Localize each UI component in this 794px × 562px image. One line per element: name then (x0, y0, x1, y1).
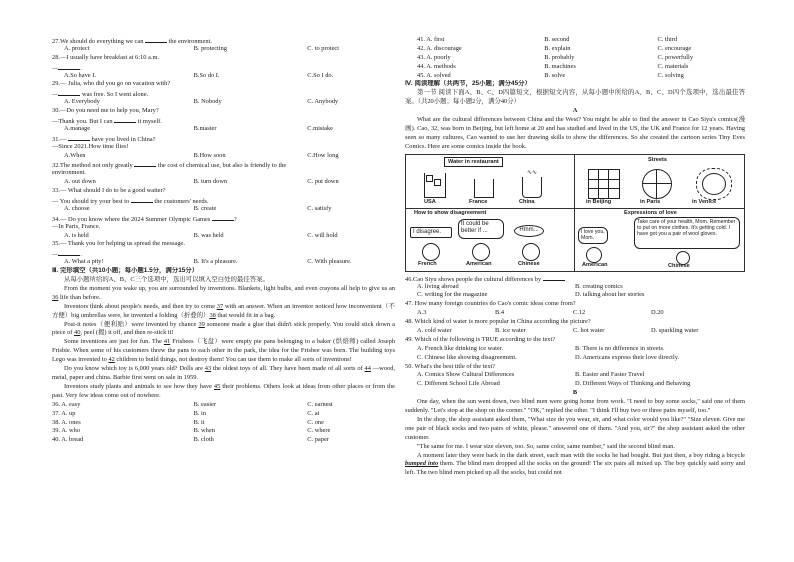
option-a[interactable]: A. is held (64, 231, 89, 239)
grid-line (643, 183, 671, 184)
option-b[interactable]: B.How soon (193, 151, 226, 159)
q33-reply: — You should try your best to (52, 198, 131, 205)
option-b[interactable]: B. create (193, 204, 217, 212)
q29-line2: — was free. So I went alone. (52, 91, 149, 99)
option-a[interactable]: A. protect (64, 44, 90, 52)
panel-love-title: Expressions of love (624, 209, 677, 216)
option-b[interactable]: B. It's a pleasure. (193, 258, 238, 266)
option-b[interactable]: B.master (193, 124, 217, 132)
q28-end: . (80, 64, 82, 72)
section-4-instructions: 第一节 阅读下面A、B、C、D四篇短文，根据短文内容，从每小题中所给的A、B、C、D四个选项中，选出最佳答案。（共20小题；每小题2分，满分40分） (405, 89, 745, 106)
option-b[interactable]: B. it (193, 418, 205, 426)
cloze-options-39 (52, 427, 395, 436)
question-31 (52, 134, 395, 143)
cloze-blank-41[interactable]: 41 (163, 338, 171, 346)
option-c[interactable]: C. With pleasure. (307, 258, 352, 266)
option-c[interactable]: C. Anybody (307, 98, 339, 106)
cloze-text: that would fit in a bag. (215, 311, 276, 319)
cloze-text: the oldest toys of all. They have been made of all sorts of (211, 365, 365, 373)
cloze-text: Do you know which toy is 6,000 years old? Dolls are (64, 365, 205, 373)
option-a[interactable]: A. Comics Show Cultural Differences (417, 371, 515, 379)
q31-options (52, 152, 395, 161)
option-c[interactable]: C. paper (307, 436, 329, 444)
label-french: French (418, 260, 437, 267)
q29-options (52, 98, 395, 107)
cloze-paragraph-5 (52, 365, 395, 383)
option-d[interactable]: D. talking about her stories (575, 291, 645, 299)
passage-b-paragraph-1: One day, when the sun went down, two blind men were going home from work. "I need to buy some socks," said one of them suddenly. "Let's stop at the shop on the corner." "OK," replied the other. "I think I'll buy two or three pairs myself, too." (405, 398, 745, 415)
person-icon (586, 247, 602, 263)
passage-text: A moment later they were back in the dark street, each man with the socks he had bought. But just then, a boy riding a bicycle (417, 451, 745, 459)
question-29: 29.— Julia, who did you go on vacation with? (52, 80, 171, 88)
label-american: American (466, 260, 492, 267)
q30-tail: it myself. (136, 118, 162, 125)
answer-blank[interactable] (114, 116, 136, 123)
cloze-blank-43[interactable]: 43 (204, 365, 212, 373)
q33-line2 (52, 196, 395, 205)
option-c[interactable]: C. at (307, 409, 320, 417)
passage-a-label: A (572, 107, 578, 115)
q48-options (405, 327, 745, 336)
cloze-options-41 (405, 36, 745, 45)
q27-options (52, 45, 395, 54)
q46-options-ab (405, 283, 745, 292)
option-a[interactable]: A. French like drinking ice water. (417, 344, 504, 352)
option-c[interactable]: C. put down (307, 178, 339, 186)
cloze-blank-42[interactable]: 42 (108, 356, 115, 364)
option-b[interactable]: B. turn down (193, 178, 228, 186)
option-b[interactable]: B. explain (544, 44, 571, 52)
q35-line2 (52, 249, 395, 258)
question-35: 35.— Thank you for helping us spread the message. (52, 240, 185, 248)
option-a[interactable]: 45. A. solved (417, 71, 451, 79)
cloze-text: children to build things, not destroy them! You can use them to make all sorts of inventions! (114, 356, 352, 364)
section-3-title: Ⅲ. 完形填空（共10小题；每小题1.5分，满分15分） (52, 267, 199, 275)
option-b[interactable]: B. creating comics (575, 282, 623, 290)
label-in-paris: in Paris (640, 198, 661, 205)
answer-blank[interactable] (58, 63, 80, 70)
option-b[interactable]: B. in (193, 409, 207, 417)
question-47: 47. How many foreign countries do Cao's comic ideas come from? (405, 300, 576, 308)
option-c[interactable]: C. solving (657, 71, 684, 79)
q34-tail: ? (233, 215, 237, 223)
cloze-paragraph-3 (52, 321, 395, 339)
option-b[interactable]: B. easier (193, 400, 216, 408)
star-street-icon (642, 169, 672, 199)
cloze-text: Inventors study plants and animals to see how they have (64, 382, 214, 390)
option-d[interactable]: D. Americans express their love directly. (575, 353, 680, 361)
passage-b-paragraph-2: In the shop, the shop assistant asked them, "What size do you wear, sir, and what color would you like?" "Size eleven. Give me one pair of black socks and two pairs of white, please." answered one of them. "And you, sir?" the shop assistant asked the other customer. (405, 415, 745, 441)
option-a[interactable]: A. choose (64, 204, 90, 212)
cloze-paragraph-1 (52, 285, 395, 303)
option-c[interactable]: C. encourage (657, 44, 692, 52)
q35-end: . (80, 251, 82, 259)
question-33: 33.— What should I do to be a good waiter? (52, 187, 166, 195)
question-49: 49. Which of the following is TRUE according to the text? (405, 335, 556, 343)
passage-b-paragraph-3: "The same for me. I wear size eleven, too. So, same color, same number," said the second blind man. (417, 442, 675, 450)
option-c[interactable]: C.mistake (307, 124, 334, 132)
panel-disagreement-title: How to show disagreement (414, 209, 487, 216)
option-b[interactable]: B.4 (495, 309, 505, 317)
q30-reply: —Thank you. But I can (52, 118, 115, 125)
right-column (405, 36, 745, 478)
speech-bubble: I disagree. (410, 227, 452, 238)
option-c[interactable]: C. one (307, 418, 324, 426)
cloze-blank-44[interactable]: 44 (364, 365, 371, 373)
q47-options (405, 309, 745, 318)
question-34 (52, 214, 395, 223)
question-27 (52, 36, 395, 45)
cloze-paragraph-6 (52, 383, 395, 401)
option-c[interactable]: C.So I do. (307, 71, 334, 79)
cloze-blank-36[interactable]: 36 (52, 293, 59, 301)
option-b[interactable]: B. protecting (193, 44, 227, 52)
option-b[interactable]: B. probably (544, 53, 575, 61)
option-b[interactable]: B. Easier and Faster Travel (575, 371, 645, 379)
tangled-street-icon (702, 173, 726, 195)
q32-tail: the cost of chemical use, but also is friendly to the (156, 162, 287, 170)
section-4-title: Ⅳ. 阅读理解（共两节，25小题；满分45分） (405, 80, 531, 88)
cartoon-divider (574, 155, 575, 271)
label-in-beijing: in Beijing (586, 198, 612, 205)
question-48: 48. Which kind of water is more popular in China according the picture? (405, 318, 591, 326)
answer-blank[interactable] (145, 36, 167, 43)
q27-tail: the environment. (167, 38, 212, 45)
q32-stem: 32.The method not only greatly (52, 162, 135, 170)
cloze-blank-38[interactable]: 38 (209, 311, 216, 319)
option-a[interactable]: 44. A. methods (417, 62, 456, 70)
option-c[interactable]: C. materials (657, 62, 689, 70)
speech-bubble: Take care of your health, Mom. Remember to put on more clothes. It's getting cold. I have got you a pair of wool gloves. (634, 217, 740, 249)
cloze-paragraph-2 (52, 303, 395, 321)
ice-cube-icon (434, 179, 441, 186)
grid-line (608, 170, 609, 198)
steam-icon: ∿∿ (527, 169, 538, 176)
q31-stem: 31.— (52, 135, 68, 143)
cloze-options-44 (405, 63, 745, 72)
option-b[interactable]: B. cloth (193, 436, 214, 444)
option-c[interactable]: C. Different School Life Abroad (417, 380, 500, 388)
option-b[interactable]: B. Nobody (193, 98, 222, 106)
passage-a-text: What are the cultural differences between China and the West? You might be able to find the answer in Cao Siyu's comics(漫画). Cao, 32, was born in Beijing, but left home at 20 and has studied and lived in the US, the UK and France for 12 years. Having seen so many cultures, Cao wanted to use her drawing skills to show the differences. So she created the cartoon series Tiny Eves Comics. Here are some comics inside the book. (405, 116, 745, 150)
cloze-text: with an answer. When an inventor noticed how inconvenient（不方便）big umbrellas were, he invented a folding（折叠的） (52, 302, 395, 319)
q31-line2: —Since 2021.How time flies! (52, 142, 129, 150)
label-usa: USA (424, 198, 436, 205)
option-c[interactable]: C. will hold (307, 231, 338, 239)
option-a[interactable]: A. Everybody (64, 98, 100, 106)
option-c[interactable]: C.12 (573, 309, 586, 317)
option-a[interactable]: 39. A. who (52, 427, 81, 435)
cloze-paragraph-4 (52, 338, 395, 365)
panel-water-title: Water in restaurant (444, 157, 503, 167)
cloze-blank-39[interactable]: 39 (198, 320, 205, 328)
cloze-text: From the moment you wake up, you are surrounded by inventions. Blankets, light bulbs, and even crayons all help to give us an (64, 284, 395, 292)
answer-blank[interactable] (131, 196, 153, 203)
option-b[interactable]: B. machines (544, 62, 576, 70)
option-c[interactable]: C. powerfully (657, 53, 694, 61)
cartoon-figure (405, 154, 745, 272)
cloze-options-37 (52, 410, 395, 419)
option-b[interactable]: B. was held (193, 231, 224, 239)
cloze-text: , peel (揭) it off, and then re-stick it! (80, 329, 174, 337)
cloze-options-38 (52, 419, 395, 428)
q30-options (52, 125, 395, 134)
option-a[interactable]: 41. A. first (417, 36, 445, 43)
q28-options (52, 72, 395, 81)
q50-options-cd (405, 380, 745, 389)
cloze-blank-37[interactable]: 37 (216, 302, 224, 310)
option-a[interactable]: 42. A. discourage (417, 44, 462, 52)
option-a[interactable]: A.When (64, 151, 86, 159)
grid-line (589, 179, 619, 180)
grid-line (589, 188, 619, 189)
cloze-blank-40[interactable]: 40 (74, 329, 81, 337)
grid-line (656, 170, 657, 198)
speech-bubble: I love you, Mom. (578, 227, 608, 244)
option-b[interactable]: B. solve (544, 71, 566, 79)
question-46 (405, 274, 745, 283)
option-b[interactable]: B.So do I. (193, 71, 220, 79)
cloze-options-36 (52, 401, 395, 410)
option-a[interactable]: A. out down (64, 178, 96, 186)
passage-b-label: B (572, 389, 578, 397)
q33-tail: the customers' needs. (152, 198, 209, 205)
q28-line2 (52, 63, 395, 72)
cloze-text: Some inventions are just for fun. The (64, 338, 164, 346)
cloze-text: life than before. (58, 293, 101, 301)
option-d[interactable]: D. Different Ways of Thinking and Behaving (575, 380, 691, 388)
person-icon (522, 243, 540, 261)
option-a[interactable]: 38. A. ones (52, 418, 81, 426)
option-c[interactable]: C. hot water (573, 327, 605, 335)
q27-stem: 27.We should do everything we can (52, 38, 146, 45)
option-b[interactable]: B. second (544, 36, 570, 43)
answer-blank[interactable] (58, 249, 82, 259)
cloze-text: —wood, metal, paper and china. Barbie first went on sale in 1959. (52, 365, 396, 381)
left-column (52, 36, 395, 445)
cup-icon (522, 177, 542, 198)
street-grid-icon (588, 169, 620, 199)
q32-line2: environment. (52, 169, 86, 177)
option-b[interactable]: B. when (193, 427, 215, 435)
q46-options-cd (405, 291, 745, 300)
option-a[interactable]: 40. A. bread (52, 436, 84, 444)
option-a[interactable]: A. living abroad (417, 282, 459, 290)
question-32 (52, 160, 395, 169)
label-chinese: Chinese (668, 262, 690, 269)
question-28: 28.—I usually have breakfast at 6:10 a.m. (52, 53, 160, 61)
answer-blank[interactable] (212, 214, 234, 221)
option-c[interactable]: C. third (657, 36, 678, 43)
option-b[interactable]: B. ice water (495, 327, 526, 335)
option-a[interactable]: A.manage (64, 124, 91, 132)
q35-options (52, 258, 395, 267)
option-a[interactable]: 36. A. easy (52, 400, 81, 408)
cloze-text: Frisbees（飞盘）were empty pie pans belonging to a baker (烘焙师) called Joseph Frisbie. When some of his customers threw the pans to each other in the park, the idea for the Frisbee was born. The building toys Lego was invented to (52, 338, 395, 364)
cloze-text: their problems. Others look at ideas from other places or from the past. Very few ideas come out of nowhere. (52, 382, 395, 399)
emphasized-phrase: bumped into (405, 460, 439, 468)
option-c[interactable]: C. earnest (307, 400, 333, 408)
cloze-options-43 (405, 54, 745, 63)
option-b[interactable]: B. There is no difference in streets. (575, 344, 665, 352)
glass-icon (474, 179, 494, 198)
q34-stem: 34.— Do you know where the 2024 Summer Olympic Games (52, 215, 212, 223)
answer-blank[interactable] (543, 274, 565, 281)
passage-text: them. The blind men dropped all the socks on the ground! The six pairs all mixed up. The boy quickly said sorry and left. The two blind men picked up all the socks, but could not (405, 460, 745, 477)
option-a[interactable]: A.3 (417, 309, 427, 317)
q49-options-cd (405, 354, 745, 363)
option-c[interactable]: C. satisfy (307, 204, 332, 212)
cloze-text: Inventors think about people's needs, and then try to come (64, 302, 217, 310)
q35-dash: — (52, 251, 59, 259)
q34-options (52, 232, 395, 241)
q50-options-ab (405, 371, 745, 380)
option-d[interactable]: D. sparkling water (651, 327, 699, 335)
answer-blank[interactable] (58, 89, 80, 96)
q28-dash: — (52, 64, 59, 72)
label-in-venice: in Venice (692, 198, 717, 205)
q32-options (52, 178, 395, 187)
option-d[interactable]: D.20 (651, 309, 664, 317)
cloze-text: someone made a glue that didn't stick properly. You could stick down a piece of (52, 320, 396, 337)
option-c[interactable]: C.How long (307, 151, 339, 159)
option-a[interactable]: A. cold water (417, 327, 452, 335)
q49-options-ab (405, 345, 745, 354)
q30-line2 (52, 116, 395, 125)
option-a[interactable]: 43. A. poorly (417, 53, 451, 61)
option-c[interactable]: C. Chinese like showing disagreement. (417, 353, 517, 361)
cloze-blank-45[interactable]: 45 (213, 382, 221, 390)
option-a[interactable]: A. What a pity! (64, 258, 104, 266)
question-50: 50. What's the best title of the text? (405, 362, 496, 370)
question-30: 30.—Do you need me to help you, Mary? (52, 107, 159, 115)
option-c[interactable]: C. to protect (307, 44, 340, 52)
q31-tail: have you lived in China? (89, 135, 156, 143)
q29-reply: was free. So I went alone. (80, 91, 149, 99)
grid-line (598, 170, 599, 198)
cloze-options-40 (52, 436, 395, 445)
answer-blank[interactable] (68, 134, 90, 141)
option-c[interactable]: C. writing for the magazine (417, 291, 488, 299)
passage-b-paragraph-4 (405, 452, 745, 479)
cloze-text: Post-it notes（便利贴）were invented by chance (64, 320, 199, 328)
q34-line2: —In Paris, France. (52, 222, 101, 230)
label-china: China (519, 198, 535, 205)
cloze-options-42 (405, 45, 745, 54)
label-chinese: Chinese (518, 260, 540, 267)
option-a[interactable]: 37. A. up (52, 409, 76, 417)
answer-blank[interactable] (134, 160, 156, 167)
q33-options (52, 205, 395, 214)
ice-cube-icon (426, 175, 433, 182)
label-france: France (469, 198, 488, 205)
speech-bubble: Hmm... (514, 225, 544, 237)
cloze-options-45 (405, 72, 745, 81)
option-c[interactable]: C. where (307, 427, 331, 435)
section-3-instructions: 从每小题所给的A、B、C三个选项中，选出可以填入空白处的最佳答案。 (64, 276, 269, 284)
option-a[interactable]: A.So have I. (64, 71, 96, 79)
label-american: American (582, 261, 608, 268)
q46-stem: 46.Cao Siyu shows people the cultural differences by (405, 275, 543, 283)
panel-streets-title: Streets (648, 156, 667, 163)
person-icon (472, 243, 490, 261)
speech-bubble: It could be better if ... (458, 219, 504, 239)
person-icon (422, 243, 440, 261)
